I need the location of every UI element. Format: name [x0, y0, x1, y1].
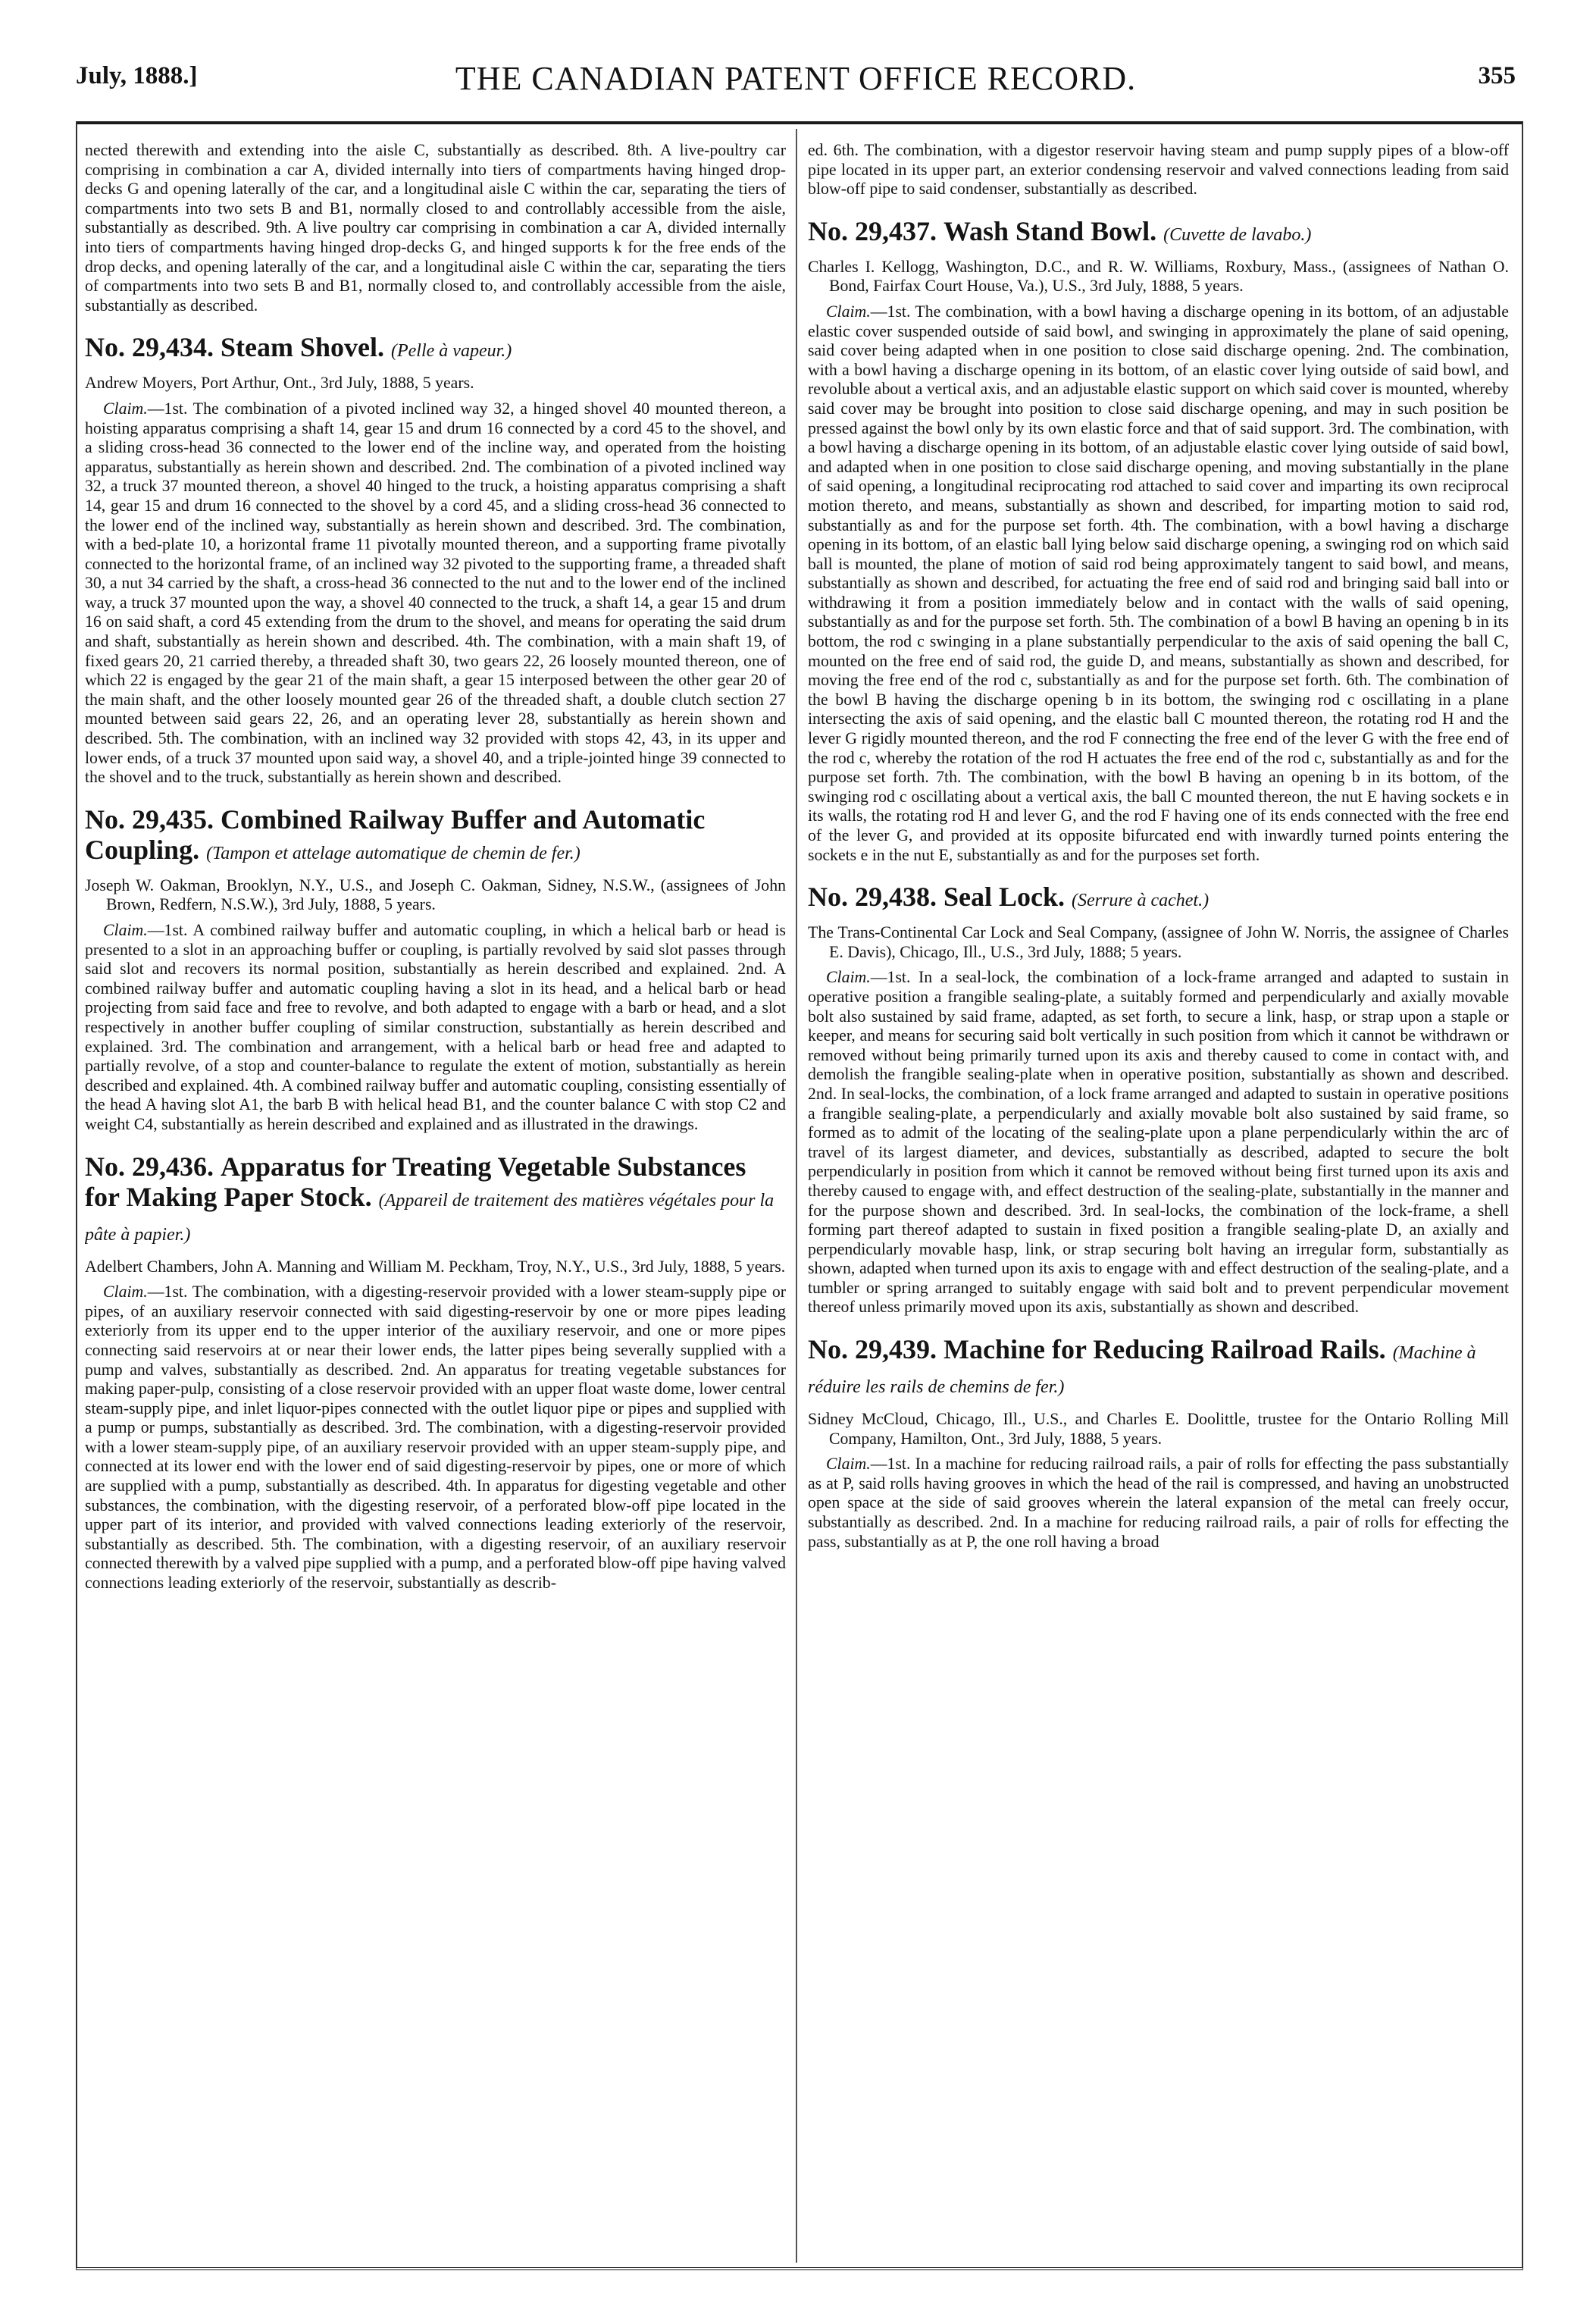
patent-entry-29438 [808, 882, 1509, 1317]
claim-label: Claim. [103, 399, 148, 418]
patent-number: No. 29,435. [85, 803, 214, 835]
patent-number: No. 29,434. [85, 332, 214, 363]
patent-entry-29437 [808, 216, 1509, 865]
patent-heading [808, 216, 1509, 250]
patent-claim [808, 968, 1509, 1317]
patent-entry-29436 [85, 1151, 786, 1593]
claim-label: Claim. [103, 921, 148, 939]
page-number: 355 [1478, 62, 1516, 89]
continuation-text: nected therewith and extending into the aisle C, substantially as described. 8th. A live-poultry car comprising in combination a car A, divided internally into tiers of compartments having hinged drop-decks G and opening laterally of the car, and a longitudinal aisle C within the car, separating the tiers of compartments into two sets B and B1, normally closed to and controllably accessible from the aisle, substantially as described. 9th. A live poultry car comprising in combination a car A, divided internally into tiers of compartments having hinged drop-decks G, and hinged supports k for the free ends of the drop decks, and opening laterally of the car, and a longitudinal aisle C within the car, separating the tiers of compartments into two sets B and B1, normally closed to, and controllably accessible from the aisle, substantially as described. [85, 141, 786, 315]
patent-applicant: Charles I. Kellogg, Washington, D.C., and R. W. Williams, Roxbury, Mass., (assignees of Nathan O. Bond, Fairfax Court House, Va.), U.S., 3rd July, 1888, 5 years. [808, 257, 1509, 296]
patent-entry-29439 [808, 1334, 1509, 1552]
patent-entry-29434 [85, 332, 786, 787]
right-column [808, 141, 1509, 2256]
patent-title: Steam Shovel. [221, 332, 384, 363]
patent-title: Combined Railway Buffer and Automatic Coupling. [85, 803, 706, 865]
patent-french-title: (Appareil de traitement des matières végétales pour la pâte à papier.) [85, 1190, 775, 1245]
patent-entry-29435 [85, 804, 786, 1135]
patent-applicant: Joseph W. Oakman, Brooklyn, N.Y., U.S., and Joseph C. Oakman, Sidney, N.S.W., (assignees of John Brown, Redfern, N.S.W.), 3rd July, 1888, 5 years. [85, 876, 786, 914]
claim-label: Claim. [103, 1283, 148, 1302]
patent-number: No. 29,438. [808, 882, 937, 913]
claim-text: —1st. In a seal-lock, the combination of a lock-frame arranged and adapted to sustain in operative position a frangible sealing-plate, a suitably formed and perpendicularly and axially movable bolt also sustained by said frame, adapted, as set forth, to secure a link, hasp, or strap upon a staple or keeper, and means for securing said bolt vertically in such position from which it cannot be withdrawn or removed without being primarily turned upon its axis and thereby caused to come in contact with, and demolish the frangible sealing-plate when in operative position, substantially as shown and described. 2nd. In seal-locks, the combination, of a lock frame arranged and adapted to sustain in operative positions a frangible sealing-plate, a perpendicularly and axially movable bolt also sustained by said frame, so formed as to admit of the locating of the sealing-plate upon a plane perpendicularly within the arc of travel of its largest diameter, and devices, substantially as described, adapted to secure the bolt perpendicularly in position from which it cannot be removed without being first turned upon its axis and thereby caused to engage with, and effect destruction of the sealing-plate, substantially in the manner and for the purpose shown and described. 3rd. In seal-locks, the combination of the lock-frame, a shell forming part thereof adapted to sustain in fixed position a frangible sealing-plate D, an axially and perpendicularly movable hasp, link, or strap securing bolt having an irregular form, substantially as shown, adapted when turned upon its axis to engage with and effect destruction of the sealing-plate, and a tumbler or spring arranged to suitably engage with said bolt and to prevent perpendicular movement thereof unless primarily moved upon its axis, substantially as shown and described. [808, 968, 1509, 1317]
patent-french-title: (Serrure à cachet.) [1072, 891, 1210, 911]
patent-applicant: Andrew Moyers, Port Arthur, Ont., 3rd July, 1888, 5 years. [85, 374, 474, 393]
claim-text: —1st. The combination, with a bowl having a discharge opening in its bottom, of an adjustable elastic cover suspended outside of said bowl, and swinging in approximately the plane of said opening, said cover being adapted when in one position to close said discharge opening. 2nd. The combination, with a bowl having a discharge opening in its bottom, of an elastic cover lying outside of said bowl, and revoluble about a vertical axis, and an adjustable elastic support on which said cover is mounted, whereby said cover may be brought into position to close said discharge opening, and may in such position be pressed against the bowl only by its own elastic force and that of said support. 3rd. The combination, with a bowl having a discharge opening in its bottom, of an adjustable elastic cover lying outside of said bowl, and adapted when in one position to close said discharge opening, and moving substantially in the plane of said opening, a longitudinal reciprocating rod attached to said cover and imparting its own reciprocal motion thereto, and means, substantially as shown and described, for imparting motion to said rod, substantially as and for the purpose set forth. 4th. The combination, with a bowl having a discharge opening in its bottom, of an elastic ball lying below said discharge opening, a swinging rod on which said ball is mounted, the plane of motion of said rod being approximately tangent to said bowl, and means, substantially as shown and described, for actuating the free end of said rod and bringing said ball into or withdrawing it from a position immediately below and in contact with the walls of said opening, substantially as and for the purpose set forth. 5th. The combination of a bowl B having an opening b in its bottom, the rod c swinging in a plane substantially perpendicular to the axis of said opening the ball C, mounted on the free end of said rod, the guide D, and means, substantially as shown and described, for moving the free end of the rod c, substantially as and for the purpose set forth. 6th. The combination of the bowl B having the discharge opening b in its bottom, the swinging rod c oscillating in a plane intersecting the axis of said opening, and the elastic ball C mounted thereon, the rotating rod H and the lever G rigidly mounted thereon, and the rod F connecting the free end of the lever G with the free end of the rod c, whereby the rotation of the rod H actuates the free end of the rod c, substantially as and for the purpose set forth. 7th. The combination, with the bowl B having an opening b in its bottom, of the swinging rod c oscillating about a vertical axis, the ball C mounted thereon, the nut E having sockets e in its walls, the rotating rod H and lever G, and the rod F having one of its ends connected with the free end of the lever G, and provided at its opposite bifurcated end with inwardly turned points entering the sockets e in the nut E, substantially as and for the purposes set forth. [808, 302, 1509, 864]
patent-claim [808, 302, 1509, 865]
patent-claim [85, 399, 786, 788]
left-column [85, 141, 786, 2256]
patent-title: Machine for Reducing Railroad Rails. [944, 1334, 1386, 1365]
patent-heading [85, 1151, 786, 1250]
patent-claim [85, 1283, 786, 1593]
claim-text: —1st. The combination, with a digesting-reservoir provided with a lower steam-supply pipe or pipes, of an auxiliary reservoir connected with said digesting-reservoir by one or more pipes leading exteriorly from its upper end to the upper interior of the auxiliary reservoir, and one or more pipes connecting said reservoirs at or near their lower ends, the latter pipes being severally supplied with a pump and valves, substantially as described. 2nd. An apparatus for treating vegetable substances for making paper-pulp, consisting of a close reservoir provided with an upper float waste dome, lower central steam-supply pipe, and inlet liquor-pipes connected with the outlet liquor pipe or pipes and supplied with a pump or pumps, substantially as described. 3rd. The combination, with a digesting-reservoir provided with a lower steam-supply pipe, of an auxiliary reservoir provided with an upper steam-supply pipe, and connected at its lower end with the lower end of said digesting-reservoir by pipes, one or more of which are supplied with a pump, substantially as described. 4th. In apparatus for digesting vegetable and other substances, the combination, with the digesting reservoir, of a perforated blow-off pipe located in the upper part of its interior, and provided with valved connections leading exteriorly of the reservoir, substantially as described. 5th. The combination, with a digesting reservoir, of an auxiliary reservoir connected therewith by a valved pipe supplied with a pump, and a perforated blow-off pipe having valved connections leading exteriorly of the reservoir, substantially as describ- [85, 1283, 786, 1593]
patent-title: Apparatus for Treating Vegetable Substances for Making Paper Stock. [85, 1151, 746, 1212]
claim-label: Claim. [826, 1455, 871, 1474]
patent-number: No. 29,437. [808, 215, 937, 246]
patent-french-title: (Pelle à vapeur.) [391, 341, 512, 362]
patent-french-title: (Cuvette de lavabo.) [1163, 224, 1312, 245]
patent-title: Wash Stand Bowl. [944, 215, 1157, 246]
patent-applicant: Adelbert Chambers, John A. Manning and William M. Peckham, Troy, N.Y., U.S., 3rd July, 1888, 5 years. [85, 1257, 786, 1276]
patent-claim [808, 1455, 1509, 1552]
patent-french-title: (Machine à réduire les rails de chemins de fer.) [808, 1343, 1476, 1398]
patent-applicant: The Trans-Continental Car Lock and Seal Company, (assignee of John W. Norris, the assignee of Charles E. Davis), Chicago, Ill., U.S., 3rd July, 1888; 5 years. [808, 923, 1509, 961]
patent-heading [85, 804, 786, 869]
claim-label: Claim. [826, 302, 871, 321]
publication-title: THE CANADIAN PATENT OFFICE RECORD. [455, 60, 1137, 97]
page-header [76, 59, 1516, 102]
claim-text: —1st. In a machine for reducing railroad rails, a pair of rolls for effecting the pass substantially as at P, said rolls having grooves in which the head of the rail is compressed, and having an unobstructed open space at the side of said grooves wherein the lateral expansion of the metal can freely occur, substantially as described. 2nd. In a machine for reducing railroad rails, a pair of rolls for effecting the pass, substantially as at P, the one roll having a broad [808, 1455, 1509, 1551]
column-divider [796, 129, 797, 2263]
patent-number: No. 29,439. [808, 1334, 937, 1365]
patent-number: No. 29,436. [85, 1151, 214, 1182]
patent-heading [808, 882, 1509, 916]
patent-heading [85, 332, 786, 366]
continuation-text: ed. 6th. The combination, with a digestor reservoir having steam and pump supply pipes of a blow-off pipe located in its upper part, an exterior condensing reservoir and valved connections leading from said blow-off pipe to said condenser, substantially as described. [808, 141, 1509, 199]
patent-french-title: (Tampon et attelage automatique de chemin de fer.) [206, 843, 581, 863]
patent-claim [85, 921, 786, 1135]
issue-date: July, 1888.] [76, 62, 198, 89]
claim-label: Claim. [826, 968, 871, 987]
claim-text: —1st. A combined railway buffer and automatic coupling, in which a helical barb or head is presented to a slot in an approaching buffer or coupling, is partially revolved by said slot passes through said slot and recovers its normal position, substantially as herein described and explained. 2nd. A combined railway buffer and automatic coupling having a slot in its head, and a helical barb or head projecting from said face and free to revolve, and both adapted to engage with a barb or head, and a slot respectively in another buffer coupling of similar construction, substantially as herein described and explained. 3rd. The combination and arrangement, with a helical barb or head free and adapted to partially revolve, of a stop and counter-balance to regulate the extent of motion, substantially as herein described and explained. 4th. A combined railway buffer and automatic coupling, consisting essentially of the head A having slot A1, the barb B with helical head B1, and the counter balance C with stop C2 and weight C4, substantially as herein described and explained and as illustrated in the drawings. [85, 921, 786, 1133]
patent-applicant: Sidney McCloud, Chicago, Ill., U.S., and Charles E. Doolittle, trustee for the Ontario Rolling Mill Company, Hamilton, Ont., 3rd July, 1888, 5 years. [808, 1410, 1509, 1448]
claim-text: —1st. The combination of a pivoted inclined way 32, a hinged shovel 40 mounted thereon, a hoisting apparatus comprising a shaft 14, gear 15 and drum 16 connected by a cord 45 to the shovel, and a sliding cross-head 36 connected to the lower end of the incline way, and operated from the hoisting apparatus, substantially as herein shown and described. 2nd. The combination of a pivoted inclined way 32, a truck 37 mounted thereon, a shovel 40 hinged to the truck, a hoisting apparatus comprising a shaft 14, gear 15 and drum 16 connected to the shovel by a cord 45, and a sliding cross-head 36 connected to the lower end of the inclined way, substantially as herein shown and described. 3rd. The combination, with a bed-plate 10, a horizontal frame 11 pivotally mounted thereon, and a supporting frame pivotally connected to the horizontal frame, of an inclined way 32 pivoted to the supporting frame, a threaded shaft 30, a nut 34 carried by the shaft, a cross-head 36 connected to the nut and to the lower end of the inclined way, a truck 37 mounted upon the way, a shovel 40 connected to the truck, a shaft 14, a gear 15 and drum 16 on said shaft, a cord 45 extending from the drum to the shovel, and means for operating the said drum and shaft, substantially as herein shown and described. 4th. The combination, with a main shaft 19, of fixed gears 20, 21 carried thereby, a threaded shaft 30, two gears 22, 26 loosely mounted thereon, one of which 22 is engaged by the gear 21 of the main shaft, a gear 15 interposed between the other gear 20 of the main shaft, and the other loosely mounted gear 26 of the threaded shaft, a double clutch section 27 mounted between said gears 22, 26, and an operating lever 28, substantially as herein shown and described. 5th. The combination, with an inclined way 32 provided with stops 42, 43, in its upper and lower ends, of a truck 37 mounted upon said way, a shovel 40, and a triple-jointed hinge 39 connected to the shovel and to the truck, substantially as herein shown and described. [85, 399, 786, 787]
patent-title: Seal Lock. [944, 882, 1066, 913]
patent-heading [808, 1334, 1509, 1402]
